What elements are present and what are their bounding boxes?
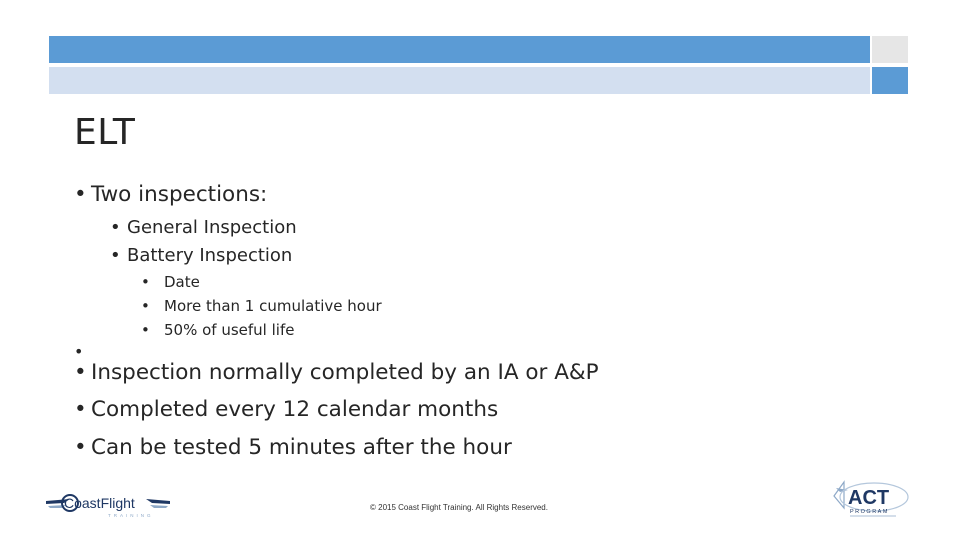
coastflight-logo [46, 488, 170, 520]
bullet-item: • Completed every 12 calendar months [74, 391, 599, 429]
bullet-item: • Battery Inspection [74, 242, 599, 270]
bullet-item: • General Inspection [74, 214, 599, 242]
svg-text:TRAINING: TRAINING [108, 513, 154, 518]
bullet-item: • More than 1 cumulative hour [74, 294, 599, 318]
act-program-logo [832, 478, 912, 522]
bullet-item: • 50% of useful life [74, 318, 599, 342]
bullet-list [74, 176, 599, 466]
svg-text:ACT: ACT [848, 487, 890, 509]
header-band-bottom-accent [872, 67, 908, 94]
bullet-item: • Inspection normally completed by an IA or A&P [74, 354, 599, 392]
bullet-item: • Date [74, 270, 599, 294]
slide-title: ELT [74, 112, 136, 153]
header-band-bottom [49, 67, 870, 94]
bullet-item: • Can be tested 5 minutes after the hour [74, 429, 599, 467]
header-band-top [49, 36, 870, 63]
header-band-top-accent [872, 36, 908, 63]
svg-text:CoastFlight: CoastFlight [64, 495, 135, 511]
bullet-spacer [74, 342, 599, 354]
svg-text:PROGRAM: PROGRAM [850, 509, 889, 515]
copyright-text: © 2015 Coast Flight Training. All Rights Reserved. [370, 503, 548, 512]
bullet-item: • Two inspections: [74, 176, 599, 214]
